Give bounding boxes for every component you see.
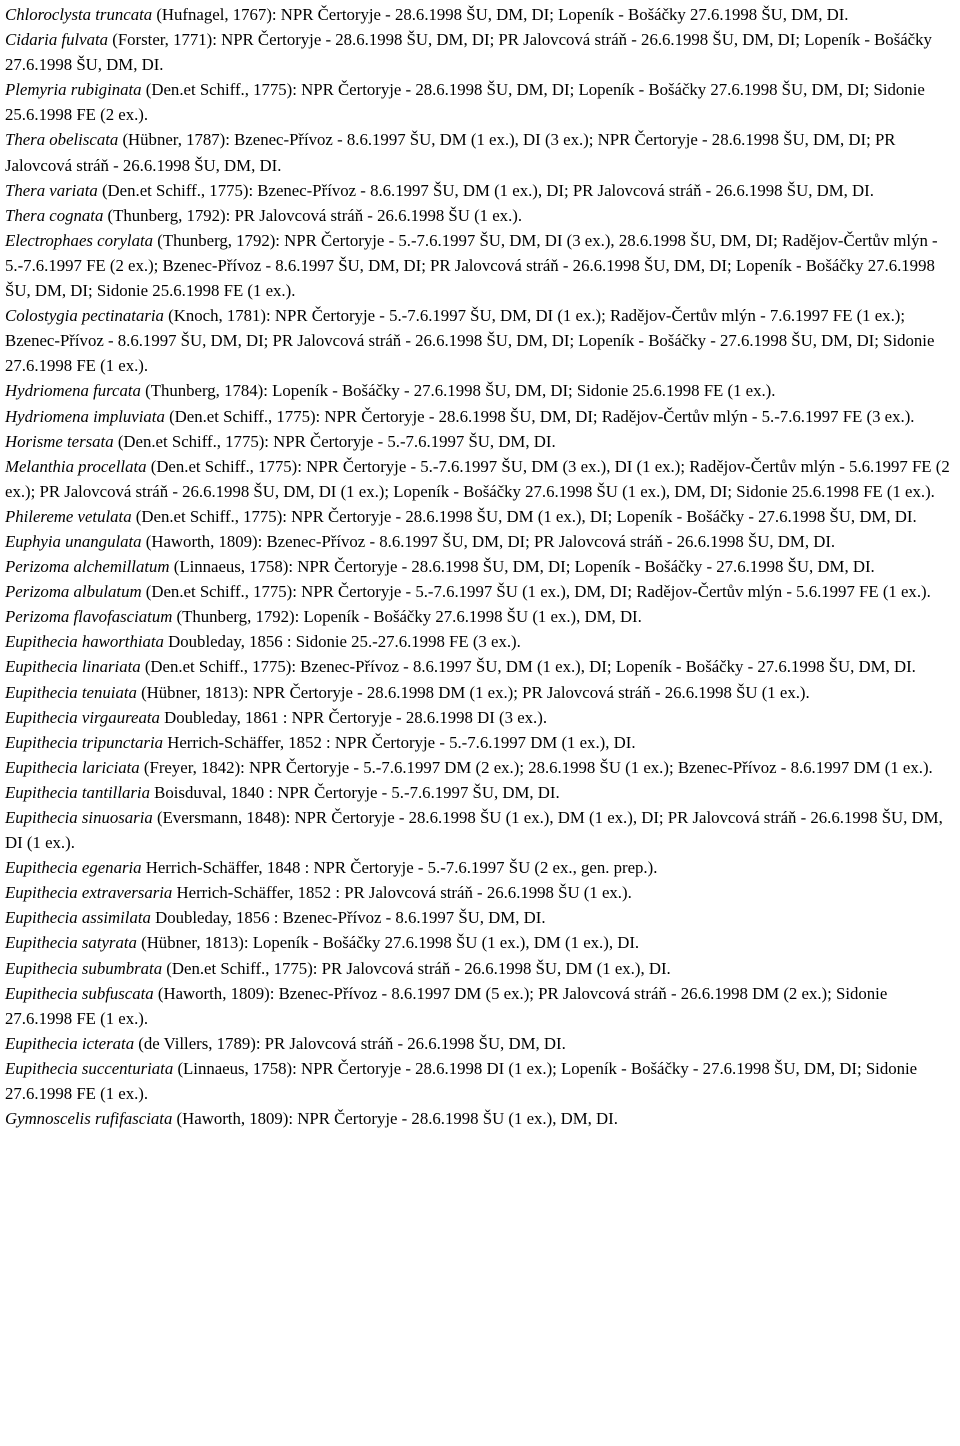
species-records: (Thunberg, 1792): Lopeník - Bošáčky 27.6.1998 ŠU (1 ex.), DM, DI. — [172, 607, 642, 627]
species-records: (Thunberg, 1792): PR Jalovcová stráň - 26.6.1998 ŠU (1 ex.). — [103, 205, 523, 225]
species-records: (Haworth, 1809): Bzenec-Přívoz - 8.6.1997 ŠU, DM, DI; PR Jalovcová stráň - 26.6.1998 ŠU, DM, DI. — [141, 531, 836, 551]
species-name: Cidaria fulvata — [5, 30, 109, 50]
species-entry — [5, 880, 954, 905]
species-records: (Den.et Schiff., 1775): Bzenec-Přívoz - 8.6.1997 ŠU, DM (1 ex.), DI; PR Jalovcová stráň - 26.6.1998 ŠU, DM, DI. — [97, 180, 874, 200]
species-entry — [5, 127, 954, 177]
species-records: (Den.et Schiff., 1775): NPR Čertoryje - 5.-7.6.1997 ŠU, DM (3 ex.), DI (1 ex.); Radějov-Čertův mlýn - 5.6.1997 FE (2 ex.); PR Jalovcová stráň - 26.6.1998 ŠU, DM, DI (1 ex.); Lopeník - Bošáčky 27.6.1998 ŠU (1 ex.), DM, DI; Sidonie 25.6.1998 FE (1 ex.). — [5, 456, 950, 501]
species-entry — [5, 780, 954, 805]
species-name: Thera variata — [5, 180, 98, 200]
species-entry — [5, 77, 954, 127]
species-entry — [5, 554, 954, 579]
species-entry — [5, 755, 954, 780]
species-name: Eupithecia satyrata — [5, 933, 137, 953]
species-entry — [5, 1031, 954, 1056]
species-name: Eupithecia tripunctaria — [5, 732, 164, 752]
species-name: Melanthia procellata — [5, 456, 147, 476]
species-records: (Den.et Schiff., 1775): NPR Čertoryje - 28.6.1998 ŠU, DM (1 ex.), DI; Lopeník - Bošáčky - 27.6.1998 ŠU, DM, DI. — [131, 506, 917, 526]
species-name: Eupithecia icterata — [5, 1033, 135, 1053]
species-records: Herrich-Schäffer, 1848 : NPR Čertoryje - 5.-7.6.1997 ŠU (2 ex., gen. prep.). — [141, 858, 658, 878]
species-records: (Den.et Schiff., 1775): NPR Čertoryje - 5.-7.6.1997 ŠU (1 ex.), DM, DI; Radějov-Čertův mlýn - 5.6.1997 FE (1 ex.). — [141, 582, 931, 602]
species-entry — [5, 905, 954, 930]
species-name: Chloroclysta truncata — [5, 5, 153, 24]
species-entry — [5, 629, 954, 654]
species-name: Horisme tersata — [5, 431, 114, 451]
species-records: (Thunberg, 1792): NPR Čertoryje - 5.-7.6.1997 ŠU, DM, DI (3 ex.), 28.6.1998 ŠU, DM, DI; Radějov-Čertův mlýn - 5.-7.6.1997 FE (2 ex.); Bzenec-Přívoz - 8.6.1997 ŠU, DM, DI; PR Jalovcová stráň - 26.6.1998 ŠU, DM, DI; Lopeník - Bošáčky 27.6.1998 ŠU, DM, DI; Sidonie 25.6.1998 FE (1 ex.). — [5, 230, 938, 301]
species-records: (Hübner, 1787): Bzenec-Přívoz - 8.6.1997 ŠU, DM (1 ex.), DI (3 ex.); NPR Čertoryje - 28.6.1998 ŠU, DM, DI; PR Jalovcová stráň - 26.6.1998 ŠU, DM, DI. — [5, 130, 896, 175]
species-name: Eupithecia subfuscata — [5, 983, 154, 1003]
species-entry — [5, 203, 954, 228]
species-name: Eupithecia tantillaria — [5, 782, 150, 802]
species-entry — [5, 805, 954, 855]
species-records: Boisduval, 1840 : NPR Čertoryje - 5.-7.6.1997 ŠU, DM, DI. — [149, 782, 560, 802]
species-records: (Forster, 1771): NPR Čertoryje - 28.6.1998 ŠU, DM, DI; PR Jalovcová stráň - 26.6.1998 ŠU, DM, DI; Lopeník - Bošáčky 27.6.1998 ŠU, DM, DI. — [5, 30, 932, 75]
species-records: (Hübner, 1813): NPR Čertoryje - 28.6.1998 DM (1 ex.); PR Jalovcová stráň - 26.6.1998 ŠU (1 ex.). — [136, 682, 810, 702]
species-records: (Freyer, 1842): NPR Čertoryje - 5.-7.6.1997 DM (2 ex.); 28.6.1998 ŠU (1 ex.); Bzenec-Přívoz - 8.6.1997 DM (1 ex.). — [139, 757, 933, 777]
species-records: (Hübner, 1813): Lopeník - Bošáčky 27.6.1998 ŠU (1 ex.), DM (1 ex.), DI. — [136, 933, 640, 953]
species-name: Eupithecia sinuosaria — [5, 808, 153, 827]
species-entry — [5, 228, 954, 303]
species-name: Thera cognata — [5, 205, 104, 225]
species-records: (Haworth, 1809): Bzenec-Přívoz - 8.6.1997 DM (5 ex.); PR Jalovcová stráň - 26.6.1998 DM (2 ex.); Sidonie 27.6.1998 FE (1 ex.). — [5, 983, 888, 1028]
species-name: Euphyia unangulata — [5, 531, 142, 551]
species-records: (Knoch, 1781): NPR Čertoryje - 5.-7.6.1997 ŠU, DM, DI (1 ex.); Radějov-Čertův mlýn - 7.6.1997 FE (1 ex.); Bzenec-Přívoz - 8.6.1997 ŠU, DM, DI; PR Jalovcová stráň - 26.6.1998 ŠU, DM, DI; Lopeník - Bošáčky - 27.6.1998 ŠU, DM, DI; Sidonie 27.6.1998 FE (1 ex.). — [5, 306, 935, 376]
species-name: Gymnoscelis rufifasciata — [5, 1109, 173, 1129]
species-name: Colostygia pectinataria — [5, 306, 164, 326]
species-records: Herrich-Schäffer, 1852 : NPR Čertoryje - 5.-7.6.1997 DM (1 ex.), DI. — [163, 732, 636, 752]
species-entry — [5, 705, 954, 730]
species-records: Doubleday, 1861 : NPR Čertoryje - 28.6.1998 DI (3 ex.). — [159, 707, 548, 727]
species-name: Hydriomena furcata — [5, 381, 141, 401]
species-name: Eupithecia linariata — [5, 657, 141, 677]
species-records: (Den.et Schiff., 1775): NPR Čertoryje - 28.6.1998 ŠU, DM, DI; Lopeník - Bošáčky 27.6.1998 ŠU, DM, DI; Sidonie 25.6.1998 FE (2 ex.). — [5, 80, 925, 125]
species-entry — [5, 730, 954, 755]
species-name: Eupithecia subumbrata — [5, 958, 163, 978]
species-name: Eupithecia egenaria — [5, 858, 142, 878]
species-entry — [5, 1056, 954, 1106]
species-entry — [5, 454, 954, 504]
species-name: Electrophaes corylata — [5, 230, 154, 250]
species-entry — [5, 429, 954, 454]
species-entry — [5, 2, 954, 27]
species-records: Doubleday, 1856 : Bzenec-Přívoz - 8.6.1997 ŠU, DM, DI. — [150, 908, 546, 928]
species-records: (Den.et Schiff., 1775): NPR Čertoryje - 28.6.1998 ŠU, DM, DI; Radějov-Čertův mlýn - 5.-7.6.1997 FE (3 ex.). — [164, 406, 915, 426]
species-name: Thera obeliscata — [5, 130, 119, 150]
species-records: (de Villers, 1789): PR Jalovcová stráň - 26.6.1998 ŠU, DM, DI. — [134, 1033, 566, 1053]
species-entry — [5, 178, 954, 203]
species-entry — [5, 404, 954, 429]
species-entry — [5, 27, 954, 77]
species-name: Perizoma flavofasciatum — [5, 607, 173, 627]
species-records: (Linnaeus, 1758): NPR Čertoryje - 28.6.1998 DI (1 ex.); Lopeník - Bošáčky - 27.6.1998 ŠU, DM, DI; Sidonie 27.6.1998 FE (1 ex.). — [5, 1058, 918, 1104]
species-name: Eupithecia haworthiata — [5, 632, 164, 652]
species-records: Doubleday, 1856 : Sidonie 25.-27.6.1998 FE (3 ex.). — [163, 632, 521, 652]
species-name: Perizoma alchemillatum — [5, 557, 170, 577]
species-entry — [5, 378, 954, 403]
species-records: (Eversmann, 1848): NPR Čertoryje - 28.6.1998 ŠU (1 ex.), DM (1 ex.), DI; PR Jalovcová stráň - 26.6.1998 ŠU, DM, DI (1 ex.). — [5, 808, 943, 853]
species-name: Eupithecia lariciata — [5, 757, 140, 777]
species-entry — [5, 504, 954, 529]
species-entry — [5, 529, 954, 554]
species-entry — [5, 855, 954, 880]
species-entry — [5, 604, 954, 629]
species-name: Plemyria rubiginata — [5, 80, 142, 100]
species-entry — [5, 303, 954, 378]
species-name: Eupithecia tenuiata — [5, 682, 137, 702]
species-entry — [5, 930, 954, 955]
species-records: (Linnaeus, 1758): NPR Čertoryje - 28.6.1998 ŠU, DM, DI; Lopeník - Bošáčky - 27.6.1998 ŠU, DM, DI. — [169, 557, 875, 577]
species-name: Perizoma albulatum — [5, 582, 142, 602]
species-records: (Den.et Schiff., 1775): PR Jalovcová stráň - 26.6.1998 ŠU, DM (1 ex.), DI. — [162, 958, 671, 978]
species-name: Hydriomena impluviata — [5, 406, 165, 426]
species-entry — [5, 981, 954, 1031]
species-records: (Den.et Schiff., 1775): Bzenec-Přívoz - 8.6.1997 ŠU, DM (1 ex.), DI; Lopeník - Bošáčky - 27.6.1998 ŠU, DM, DI. — [140, 657, 916, 677]
species-entry — [5, 654, 954, 679]
species-records: (Hufnagel, 1767): NPR Čertoryje - 28.6.1998 ŠU, DM, DI; Lopeník - Bošáčky 27.6.1998 ŠU, DM, DI. — [152, 5, 849, 24]
species-entry — [5, 1106, 954, 1131]
species-records: (Thunberg, 1784): Lopeník - Bošáčky - 27.6.1998 ŠU, DM, DI; Sidonie 25.6.1998 FE (1 ex.). — [140, 381, 776, 401]
species-entry — [5, 956, 954, 981]
species-records: Herrich-Schäffer, 1852 : PR Jalovcová stráň - 26.6.1998 ŠU (1 ex.). — [172, 883, 632, 903]
species-name: Eupithecia assimilata — [5, 908, 151, 928]
species-name: Eupithecia virgaureata — [5, 707, 160, 727]
species-records: (Den.et Schiff., 1775): NPR Čertoryje - 5.-7.6.1997 ŠU, DM, DI. — [113, 431, 556, 451]
species-entry — [5, 579, 954, 604]
species-name: Philereme vetulata — [5, 506, 132, 526]
species-name: Eupithecia succenturiata — [5, 1058, 174, 1078]
species-name: Eupithecia extraversaria — [5, 883, 173, 903]
species-entry — [5, 680, 954, 705]
species-records: (Haworth, 1809): NPR Čertoryje - 28.6.1998 ŠU (1 ex.), DM, DI. — [172, 1109, 618, 1129]
